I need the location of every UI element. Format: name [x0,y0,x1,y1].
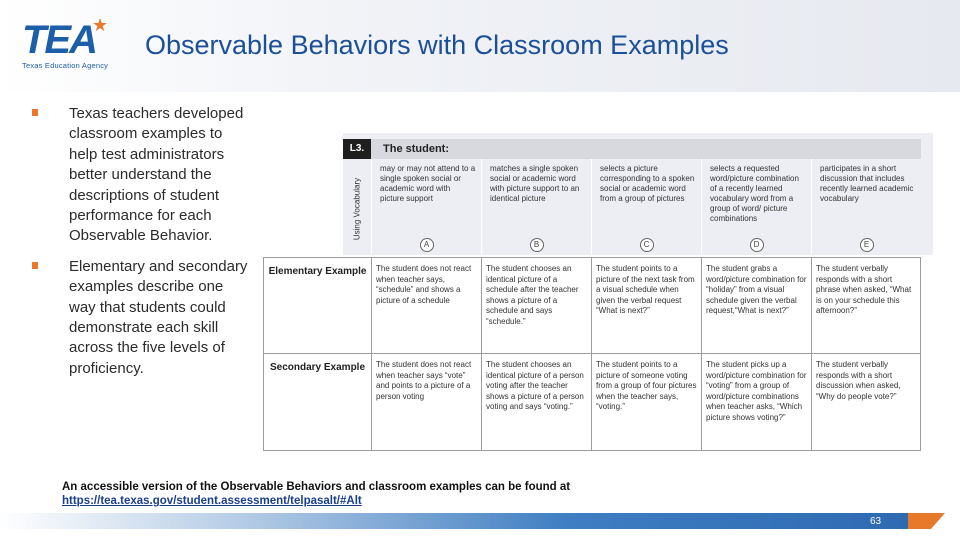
level-letter: A [420,238,434,252]
level-text: participates in a short discussion that includes recently learned academic vocabulary [820,164,914,203]
bullet-item [32,257,254,379]
table-cell: The student does not react when teacher says “vote” and points to a picture of a person voting [372,354,482,450]
table-row [264,258,920,354]
footer-accent [908,513,945,529]
logo-subtitle: Texas Education Agency [22,61,109,70]
table-row [264,354,920,450]
side-label [345,163,369,255]
bullet-marker-icon [32,262,38,269]
level-a [371,159,481,255]
table-cell: The student grabs a word/picture combination for “holiday” from a visual schedule given the verbal request,“What is next?” [702,258,812,353]
tea-logo [22,15,132,74]
table-cell: The student points to a picture of the next task from a visual schedule when given the verbal request “What is next?” [592,258,702,353]
level-c [591,159,701,255]
table-cell: The student picks up a word/picture combination for “voting” from a group of word/picture combinations when teacher asks, “Which picture shows voting?” [702,354,812,450]
observable-behavior-figure [263,133,933,451]
footer-bar [0,513,945,529]
note-text: An accessible version of the Observable Behaviors and classroom examples can be found at [62,481,571,493]
row-label: Secondary Example [264,354,372,450]
bullet-text: Texas teachers developed classroom examples to help test administrators better understand the descriptions of student performance for each Observable Behavior. [69,105,244,245]
level-text: may or may not attend to a single spoken social or academic word with picture support [380,164,476,203]
table-cell: The student points to a picture of someone voting from a group of four pictures when the teacher says, “voting.” [592,354,702,450]
slide-header [0,0,960,92]
level-letter: D [750,238,764,252]
bullet-item [32,104,254,247]
bullet-marker-icon [32,109,38,116]
accessible-version-link[interactable]: https://tea.texas.gov/student.assessment/telpasalt/#Alt [62,495,362,507]
table-cell: The student does not react when teacher says, “schedule” and shows a picture of a schedule [372,258,482,353]
side-label-text: Using Vocabulary [352,177,362,241]
level-text: selects a requested word/picture combination of a recently learned vocabulary word from a group of word/ picture combinations [710,164,799,223]
behavior-id: L3. [343,139,371,159]
logo-mark [22,15,132,62]
examples-table [263,257,921,451]
accessibility-note [62,480,570,508]
level-e [811,159,921,255]
bullet-list [32,104,254,389]
table-cell: The student verbally responds with a short phrase when asked, “What is on your schedule this afternoon?” [816,264,912,315]
table-cell: The student chooses an identical picture of a schedule after the teacher shows a picture of a schedule and says “schedule.” [482,258,592,353]
level-letter: B [530,238,544,252]
table-cell: The student chooses an identical picture of a person voting after the teacher shows a picture of a person voting and says “voting.” [482,354,592,450]
level-letter: E [860,238,874,252]
bullet-text: Elementary and secondary examples describe one way that students could demonstrate each skill across the five levels of proficiency. [69,257,248,377]
level-d [701,159,811,255]
table-cell: The student verbally responds with a short discussion when asked, “Why do people vote?” [816,360,901,401]
slide-title: Observable Behaviors with Classroom Examples [145,30,729,60]
row-label: Elementary Example [264,258,372,353]
level-text: selects a picture corresponding to a spoken social or academic word from a group of pictures [600,164,695,203]
level-text: matches a single spoken social or academic word with picture support to an identical picture [490,164,580,203]
level-letter: C [640,238,654,252]
page-number: 63 [870,516,882,527]
logo-letters: TEA [22,18,96,62]
level-b [481,159,591,255]
student-header: The student: [371,139,921,159]
star-icon: ★ [92,15,109,35]
